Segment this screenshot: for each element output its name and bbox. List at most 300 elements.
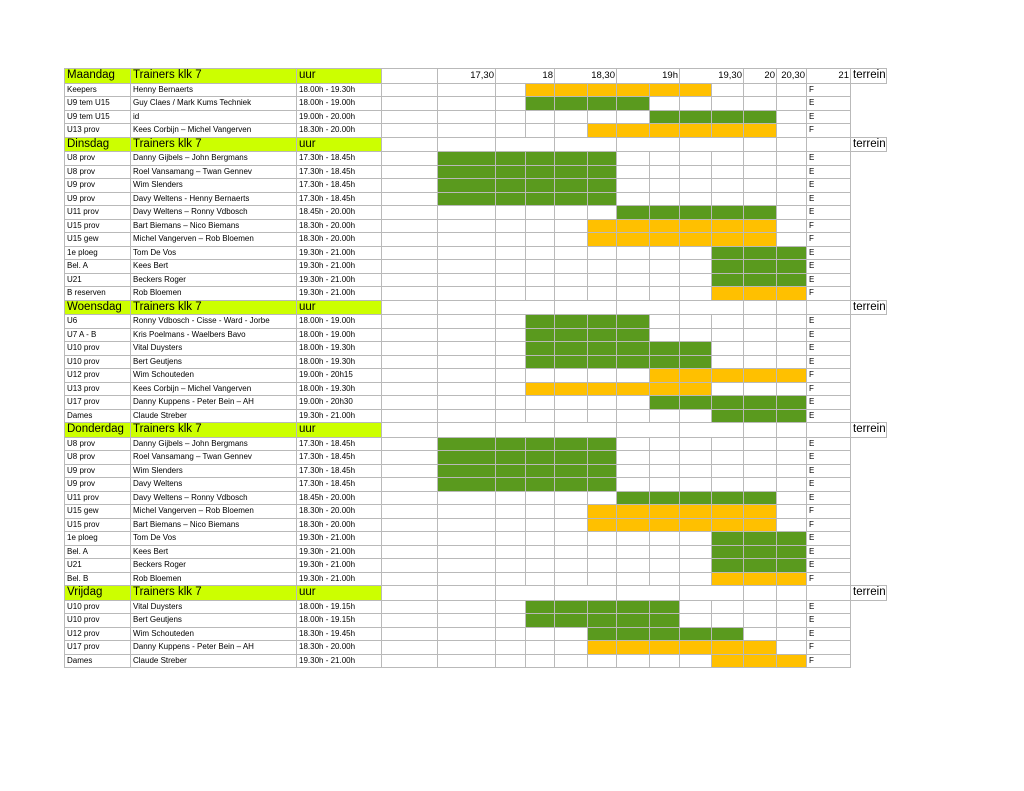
hours-cell: 18.30h - 20.00h bbox=[297, 233, 382, 247]
team-cell: U10 prov bbox=[65, 614, 131, 628]
time-label bbox=[617, 300, 680, 315]
slot-cell bbox=[526, 641, 555, 655]
slot-cell bbox=[555, 518, 588, 532]
slot-cell bbox=[650, 382, 680, 396]
slot-cell bbox=[496, 342, 526, 356]
slot-cell bbox=[617, 83, 650, 97]
table-row bbox=[65, 614, 887, 628]
slot-cell bbox=[744, 83, 777, 97]
slot-cell bbox=[438, 478, 496, 492]
slot-cell bbox=[555, 97, 588, 111]
team-cell: Dames bbox=[65, 409, 131, 423]
slot-cell bbox=[650, 97, 680, 111]
team-cell: U8 prov bbox=[65, 451, 131, 465]
slot-cell bbox=[438, 369, 496, 383]
slot-cell bbox=[526, 179, 555, 193]
slot-cell bbox=[712, 518, 744, 532]
slot-cell bbox=[526, 627, 555, 641]
slot-cell bbox=[777, 246, 807, 260]
slot-cell bbox=[526, 124, 555, 138]
time-label bbox=[555, 300, 617, 315]
slot-cell bbox=[617, 654, 650, 668]
slot-cell bbox=[496, 600, 526, 614]
slot-cell bbox=[712, 627, 744, 641]
day-header-row bbox=[65, 137, 887, 152]
slot-cell bbox=[777, 83, 807, 97]
slot-cell bbox=[555, 179, 588, 193]
slot-cell bbox=[496, 124, 526, 138]
slot-cell bbox=[744, 287, 777, 301]
slot-cell bbox=[680, 641, 712, 655]
slot-cell bbox=[526, 654, 555, 668]
slot-cell bbox=[382, 124, 438, 138]
hours-cell: 17.30h - 18.45h bbox=[297, 179, 382, 193]
slot-cell bbox=[777, 545, 807, 559]
slot-cell bbox=[588, 369, 617, 383]
team-cell: U15 gew bbox=[65, 505, 131, 519]
slot-cell bbox=[526, 315, 555, 329]
slot-cell bbox=[588, 273, 617, 287]
trainer-cell: Michel Vangerven – Rob Bloemen bbox=[131, 233, 297, 247]
slot-cell bbox=[526, 478, 555, 492]
hours-cell: 18.00h - 19.00h bbox=[297, 328, 382, 342]
time-label bbox=[777, 586, 807, 601]
trainer-cell: Tom De Vos bbox=[131, 532, 297, 546]
table-row bbox=[65, 600, 887, 614]
slot-cell bbox=[680, 246, 712, 260]
slot-cell bbox=[438, 315, 496, 329]
slot-cell bbox=[650, 287, 680, 301]
terrein-header: terrein bbox=[851, 300, 887, 315]
slot-cell bbox=[650, 206, 680, 220]
slot-cell bbox=[777, 287, 807, 301]
slot-cell bbox=[680, 328, 712, 342]
hours-header: uur bbox=[297, 137, 382, 152]
slot-cell bbox=[496, 478, 526, 492]
slot-cell bbox=[588, 437, 617, 451]
terrein-cell: F bbox=[807, 83, 851, 97]
slot-cell bbox=[438, 219, 496, 233]
terrein-cell: E bbox=[807, 192, 851, 206]
time-label: 19h bbox=[617, 69, 680, 84]
slot-cell bbox=[744, 369, 777, 383]
slot-cell bbox=[588, 342, 617, 356]
terrein-cell: E bbox=[807, 409, 851, 423]
slot-cell bbox=[438, 505, 496, 519]
slot-cell bbox=[650, 478, 680, 492]
slot-cell bbox=[650, 559, 680, 573]
slot-cell bbox=[650, 572, 680, 586]
terrein-cell: E bbox=[807, 614, 851, 628]
terrein-cell: E bbox=[807, 206, 851, 220]
slot-cell bbox=[496, 83, 526, 97]
slot-cell bbox=[712, 505, 744, 519]
slot-cell bbox=[496, 545, 526, 559]
slot-cell bbox=[496, 464, 526, 478]
slot-cell bbox=[777, 124, 807, 138]
hours-cell: 18.45h - 20.00h bbox=[297, 491, 382, 505]
team-cell: 1e ploeg bbox=[65, 246, 131, 260]
slot-cell bbox=[777, 505, 807, 519]
slot-cell bbox=[744, 165, 777, 179]
slot-cell bbox=[617, 478, 650, 492]
slot-cell bbox=[496, 572, 526, 586]
slot-cell bbox=[680, 273, 712, 287]
terrein-cell: E bbox=[807, 478, 851, 492]
slot-cell bbox=[712, 382, 744, 396]
slot-cell bbox=[438, 532, 496, 546]
time-label: 17,30 bbox=[438, 69, 496, 84]
slot-cell bbox=[496, 179, 526, 193]
slot-cell bbox=[617, 246, 650, 260]
time-label bbox=[680, 137, 744, 152]
time-label bbox=[496, 300, 555, 315]
slot-cell bbox=[382, 491, 438, 505]
slot-cell bbox=[712, 545, 744, 559]
table-row bbox=[65, 491, 887, 505]
slot-cell bbox=[680, 396, 712, 410]
slot-cell bbox=[712, 532, 744, 546]
terrein-cell: E bbox=[807, 627, 851, 641]
slot-cell bbox=[496, 382, 526, 396]
slot-cell bbox=[712, 409, 744, 423]
table-row bbox=[65, 206, 887, 220]
slot-cell bbox=[617, 518, 650, 532]
terrein-cell: E bbox=[807, 451, 851, 465]
slot-cell bbox=[650, 641, 680, 655]
slot-cell bbox=[438, 179, 496, 193]
slot-cell bbox=[650, 124, 680, 138]
table-row bbox=[65, 559, 887, 573]
slot-cell bbox=[650, 165, 680, 179]
time-label bbox=[680, 300, 744, 315]
hours-cell: 19.30h - 21.00h bbox=[297, 260, 382, 274]
team-cell: U15 gew bbox=[65, 233, 131, 247]
terrein-cell: F bbox=[807, 287, 851, 301]
slot-cell bbox=[617, 505, 650, 519]
time-label bbox=[617, 423, 680, 438]
slot-cell bbox=[438, 328, 496, 342]
team-cell: U13 prov bbox=[65, 382, 131, 396]
slot-cell bbox=[382, 152, 438, 166]
slot-cell bbox=[382, 233, 438, 247]
slot-cell bbox=[588, 206, 617, 220]
trainer-cell: Davy Weltens bbox=[131, 478, 297, 492]
terrein-cell: F bbox=[807, 219, 851, 233]
slot-cell bbox=[555, 491, 588, 505]
slot-cell bbox=[712, 287, 744, 301]
table-row bbox=[65, 219, 887, 233]
slot-cell bbox=[617, 614, 650, 628]
time-label bbox=[438, 423, 496, 438]
slot-cell bbox=[496, 614, 526, 628]
slot-cell bbox=[555, 641, 588, 655]
slot-cell bbox=[617, 627, 650, 641]
slot-cell bbox=[650, 83, 680, 97]
hours-cell: 19.30h - 21.00h bbox=[297, 287, 382, 301]
slot-cell bbox=[438, 83, 496, 97]
slot-cell bbox=[617, 572, 650, 586]
table-row bbox=[65, 192, 887, 206]
slot-cell bbox=[555, 328, 588, 342]
trainer-cell: Roel Vansamang – Twan Gennev bbox=[131, 451, 297, 465]
slot-cell bbox=[588, 464, 617, 478]
slot-cell bbox=[526, 83, 555, 97]
hours-cell: 18.00h - 19.30h bbox=[297, 83, 382, 97]
slot-cell bbox=[526, 328, 555, 342]
team-cell: U17 prov bbox=[65, 641, 131, 655]
slot-cell bbox=[617, 491, 650, 505]
slot-cell bbox=[712, 572, 744, 586]
slot-cell bbox=[588, 532, 617, 546]
slot-cell bbox=[680, 572, 712, 586]
slot-cell bbox=[744, 328, 777, 342]
terrein-cell: E bbox=[807, 464, 851, 478]
slot-cell bbox=[777, 409, 807, 423]
time-label bbox=[382, 586, 438, 601]
slot-cell bbox=[617, 451, 650, 465]
slot-cell bbox=[712, 315, 744, 329]
day-header-row bbox=[65, 300, 887, 315]
terrein-cell: F bbox=[807, 505, 851, 519]
time-label bbox=[777, 137, 807, 152]
slot-cell bbox=[588, 192, 617, 206]
slot-cell bbox=[777, 532, 807, 546]
slot-cell bbox=[526, 451, 555, 465]
trainer-cell: Wim Slenders bbox=[131, 179, 297, 193]
trainer-cell: Kees Bert bbox=[131, 545, 297, 559]
slot-cell bbox=[382, 192, 438, 206]
slot-cell bbox=[526, 600, 555, 614]
slot-cell bbox=[496, 396, 526, 410]
slot-cell bbox=[744, 179, 777, 193]
time-label bbox=[744, 423, 777, 438]
time-label: 21 bbox=[807, 69, 851, 84]
terrein-cell: F bbox=[807, 233, 851, 247]
slot-cell bbox=[438, 627, 496, 641]
slot-cell bbox=[712, 559, 744, 573]
time-label bbox=[617, 137, 680, 152]
team-cell: U21 bbox=[65, 559, 131, 573]
terrein-header: terrein bbox=[851, 423, 887, 438]
slot-cell bbox=[496, 627, 526, 641]
slot-cell bbox=[526, 287, 555, 301]
slot-cell bbox=[588, 505, 617, 519]
terrein-header: terrein bbox=[851, 69, 887, 84]
slot-cell bbox=[680, 369, 712, 383]
slot-cell bbox=[712, 192, 744, 206]
slot-cell bbox=[617, 315, 650, 329]
hours-cell: 19.30h - 21.00h bbox=[297, 246, 382, 260]
slot-cell bbox=[588, 124, 617, 138]
table-row bbox=[65, 382, 887, 396]
slot-cell bbox=[496, 219, 526, 233]
trainer-cell: Davy Weltens – Ronny Vdbosch bbox=[131, 206, 297, 220]
slot-cell bbox=[617, 342, 650, 356]
trainer-cell: Danny Gijbels – John Bergmans bbox=[131, 152, 297, 166]
slot-cell bbox=[438, 124, 496, 138]
trainers-header: Trainers klk 7 bbox=[131, 69, 297, 84]
slot-cell bbox=[382, 328, 438, 342]
slot-cell bbox=[617, 532, 650, 546]
slot-cell bbox=[712, 355, 744, 369]
table-row bbox=[65, 396, 887, 410]
slot-cell bbox=[588, 382, 617, 396]
slot-cell bbox=[496, 315, 526, 329]
hours-header: uur bbox=[297, 69, 382, 84]
slot-cell bbox=[617, 206, 650, 220]
slot-cell bbox=[650, 518, 680, 532]
terrein-cell: E bbox=[807, 165, 851, 179]
slot-cell bbox=[712, 654, 744, 668]
slot-cell bbox=[650, 260, 680, 274]
table-row bbox=[65, 124, 887, 138]
team-cell: U8 prov bbox=[65, 165, 131, 179]
slot-cell bbox=[555, 369, 588, 383]
slot-cell bbox=[744, 478, 777, 492]
team-cell: U21 bbox=[65, 273, 131, 287]
slot-cell bbox=[712, 97, 744, 111]
table-row bbox=[65, 437, 887, 451]
trainer-cell: Tom De Vos bbox=[131, 246, 297, 260]
team-cell: U9 prov bbox=[65, 192, 131, 206]
slot-cell bbox=[588, 355, 617, 369]
slot-cell bbox=[777, 165, 807, 179]
slot-cell bbox=[650, 505, 680, 519]
slot-cell bbox=[712, 328, 744, 342]
terrein-cell: E bbox=[807, 273, 851, 287]
slot-cell bbox=[712, 600, 744, 614]
day-label: Maandag bbox=[65, 69, 131, 84]
day-label: Donderdag bbox=[65, 423, 131, 438]
time-label bbox=[382, 69, 438, 84]
slot-cell bbox=[680, 233, 712, 247]
slot-cell bbox=[712, 614, 744, 628]
slot-cell bbox=[617, 382, 650, 396]
slot-cell bbox=[712, 342, 744, 356]
hours-cell: 18.45h - 20.00h bbox=[297, 206, 382, 220]
slot-cell bbox=[438, 451, 496, 465]
table-row bbox=[65, 572, 887, 586]
slot-cell bbox=[588, 545, 617, 559]
slot-cell bbox=[680, 518, 712, 532]
slot-cell bbox=[555, 206, 588, 220]
slot-cell bbox=[617, 287, 650, 301]
table-row bbox=[65, 110, 887, 124]
slot-cell bbox=[382, 437, 438, 451]
time-label bbox=[496, 586, 555, 601]
slot-cell bbox=[744, 464, 777, 478]
slot-cell bbox=[777, 396, 807, 410]
terrein-cell: E bbox=[807, 342, 851, 356]
slot-cell bbox=[438, 641, 496, 655]
slot-cell bbox=[680, 505, 712, 519]
slot-cell bbox=[744, 233, 777, 247]
terrein-cell: E bbox=[807, 355, 851, 369]
trainer-cell: Claude Streber bbox=[131, 409, 297, 423]
slot-cell bbox=[680, 545, 712, 559]
hours-cell: 19.30h - 21.00h bbox=[297, 409, 382, 423]
table-row bbox=[65, 83, 887, 97]
slot-cell bbox=[526, 110, 555, 124]
hours-cell: 18.00h - 19.15h bbox=[297, 614, 382, 628]
terrein-cell: E bbox=[807, 97, 851, 111]
slot-cell bbox=[712, 369, 744, 383]
slot-cell bbox=[744, 97, 777, 111]
slot-cell bbox=[496, 505, 526, 519]
slot-cell bbox=[438, 287, 496, 301]
slot-cell bbox=[744, 409, 777, 423]
terrein-cell: E bbox=[807, 260, 851, 274]
time-label bbox=[807, 300, 851, 315]
slot-cell bbox=[680, 409, 712, 423]
slot-cell bbox=[555, 600, 588, 614]
slot-cell bbox=[680, 165, 712, 179]
day-header-row bbox=[65, 423, 887, 438]
slot-cell bbox=[382, 627, 438, 641]
slot-cell bbox=[712, 219, 744, 233]
hours-cell: 18.30h - 20.00h bbox=[297, 124, 382, 138]
slot-cell bbox=[438, 233, 496, 247]
time-label: 18 bbox=[496, 69, 555, 84]
slot-cell bbox=[496, 532, 526, 546]
slot-cell bbox=[588, 219, 617, 233]
hours-cell: 19.30h - 21.00h bbox=[297, 559, 382, 573]
team-cell: U11 prov bbox=[65, 491, 131, 505]
table-row bbox=[65, 641, 887, 655]
slot-cell bbox=[555, 654, 588, 668]
slot-cell bbox=[680, 437, 712, 451]
time-label bbox=[555, 137, 617, 152]
team-cell: U11 prov bbox=[65, 206, 131, 220]
table-row bbox=[65, 152, 887, 166]
slot-cell bbox=[680, 491, 712, 505]
slot-cell bbox=[588, 600, 617, 614]
hours-cell: 17.30h - 18.45h bbox=[297, 451, 382, 465]
team-cell: U12 prov bbox=[65, 627, 131, 641]
slot-cell bbox=[650, 273, 680, 287]
slot-cell bbox=[588, 451, 617, 465]
slot-cell bbox=[526, 273, 555, 287]
team-cell: U6 bbox=[65, 315, 131, 329]
slot-cell bbox=[526, 491, 555, 505]
slot-cell bbox=[438, 192, 496, 206]
hours-cell: 18.30h - 20.00h bbox=[297, 641, 382, 655]
day-label: Vrijdag bbox=[65, 586, 131, 601]
slot-cell bbox=[777, 572, 807, 586]
slot-cell bbox=[617, 124, 650, 138]
trainer-cell: Kris Poelmans - Waelbers Bavo bbox=[131, 328, 297, 342]
terrein-cell: E bbox=[807, 545, 851, 559]
slot-cell bbox=[712, 233, 744, 247]
slot-cell bbox=[382, 505, 438, 519]
slot-cell bbox=[617, 110, 650, 124]
slot-cell bbox=[777, 233, 807, 247]
team-cell: U9 tem U15 bbox=[65, 110, 131, 124]
time-label bbox=[680, 423, 744, 438]
slot-cell bbox=[680, 382, 712, 396]
table-row bbox=[65, 355, 887, 369]
slot-cell bbox=[526, 409, 555, 423]
slot-cell bbox=[438, 545, 496, 559]
slot-cell bbox=[680, 532, 712, 546]
slot-cell bbox=[617, 559, 650, 573]
slot-cell bbox=[777, 342, 807, 356]
slot-cell bbox=[438, 273, 496, 287]
team-cell: U7 A - B bbox=[65, 328, 131, 342]
slot-cell bbox=[712, 179, 744, 193]
slot-cell bbox=[680, 464, 712, 478]
